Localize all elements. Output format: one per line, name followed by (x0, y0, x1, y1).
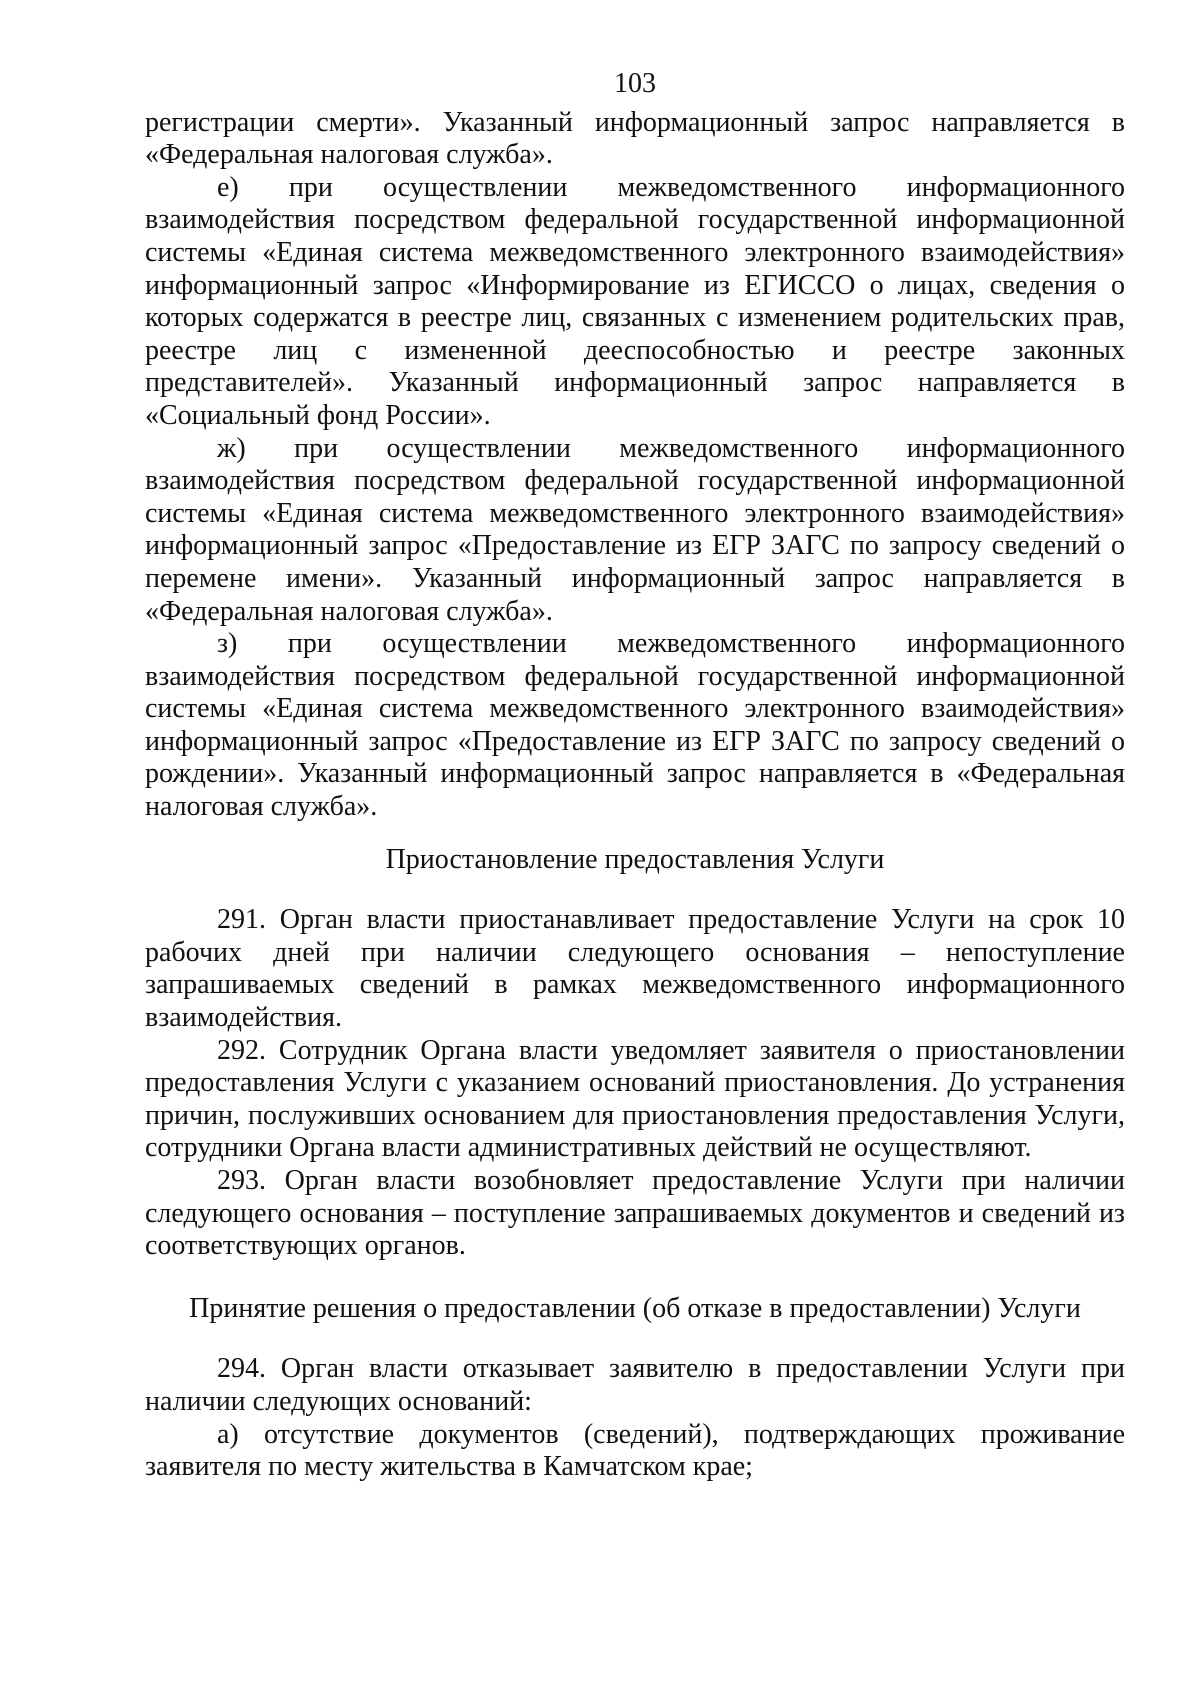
paragraph-continuation: регистрации смерти». Указанный информационный запрос направляется в «Федеральная налоговая служба». (145, 106, 1125, 171)
paragraph-294: 294. Орган власти отказывает заявителю в предоставлении Услуги при наличии следующих оснований: (145, 1353, 1125, 1417)
document-page (145, 68, 1125, 1484)
paragraph-294-item-a: а) отсутствие документов (сведений), подтверждающих проживание заявителя по месту жительства в Камчатском крае; (145, 1418, 1125, 1483)
paragraph-item-z: з) при осуществлении межведомственного информационного взаимодействия посредством федеральной государственной информационной системы «Единая система межведомственного электронного взаимодействия» информационный запрос «Предоставление из ЕГР ЗАГС по запросу сведений о рождении». Указанный информационный запрос направляется в «Федеральная налоговая служба». (145, 628, 1125, 823)
paragraph-item-e: е) при осуществлении межведомственного информационного взаимодействия посредством федеральной государственной информационной системы «Единая система межведомственного электронного взаимодействия» информационный запрос «Информирование из ЕГИССО о лицах, сведения о которых содержатся в реестре лиц, связанных с изменением родительских прав, реестре лиц с измененной дееспособностью и реестре законных представителей». Указанный информационный запрос направляется в «Социальный фонд России». (145, 171, 1125, 431)
section-heading-suspension: Приостановление предоставления Услуги (385, 843, 885, 875)
paragraph-item-zh: ж) при осуществлении межведомственного информационного взаимодействия посредством федеральной государственной информационной системы «Единая система межведомственного электронного взаимодействия» информационный запрос «Предоставление из ЕГР ЗАГС по запросу сведений о перемене имени». Указанный информационный запрос направляется в «Федеральная налоговая служба». (145, 432, 1125, 627)
page-number: 103 (614, 68, 656, 99)
paragraph-291: 291. Орган власти приостанавливает предоставление Услуги на срок 10 рабочих дней при наличии следующего основания – непоступление запрашиваемых сведений в рамках межведомственного информационного взаимодействия. (145, 904, 1125, 1034)
paragraph-293: 293. Орган власти возобновляет предоставление Услуги при наличии следующего основания – поступление запрашиваемых документов и сведений из соответствующих органов. (145, 1165, 1125, 1262)
section-heading-decision: Принятие решения о предоставлении (об отказе в предоставлении) Услуги (189, 1292, 1081, 1324)
paragraph-292: 292. Сотрудник Органа власти уведомляет заявителя о приостановлении предоставления Услуги с указанием оснований приостановления. До устранения причин, послуживших основанием для приостановления предоставления Услуги, сотрудники Органа власти административных действий не осуществляют. (145, 1034, 1125, 1164)
